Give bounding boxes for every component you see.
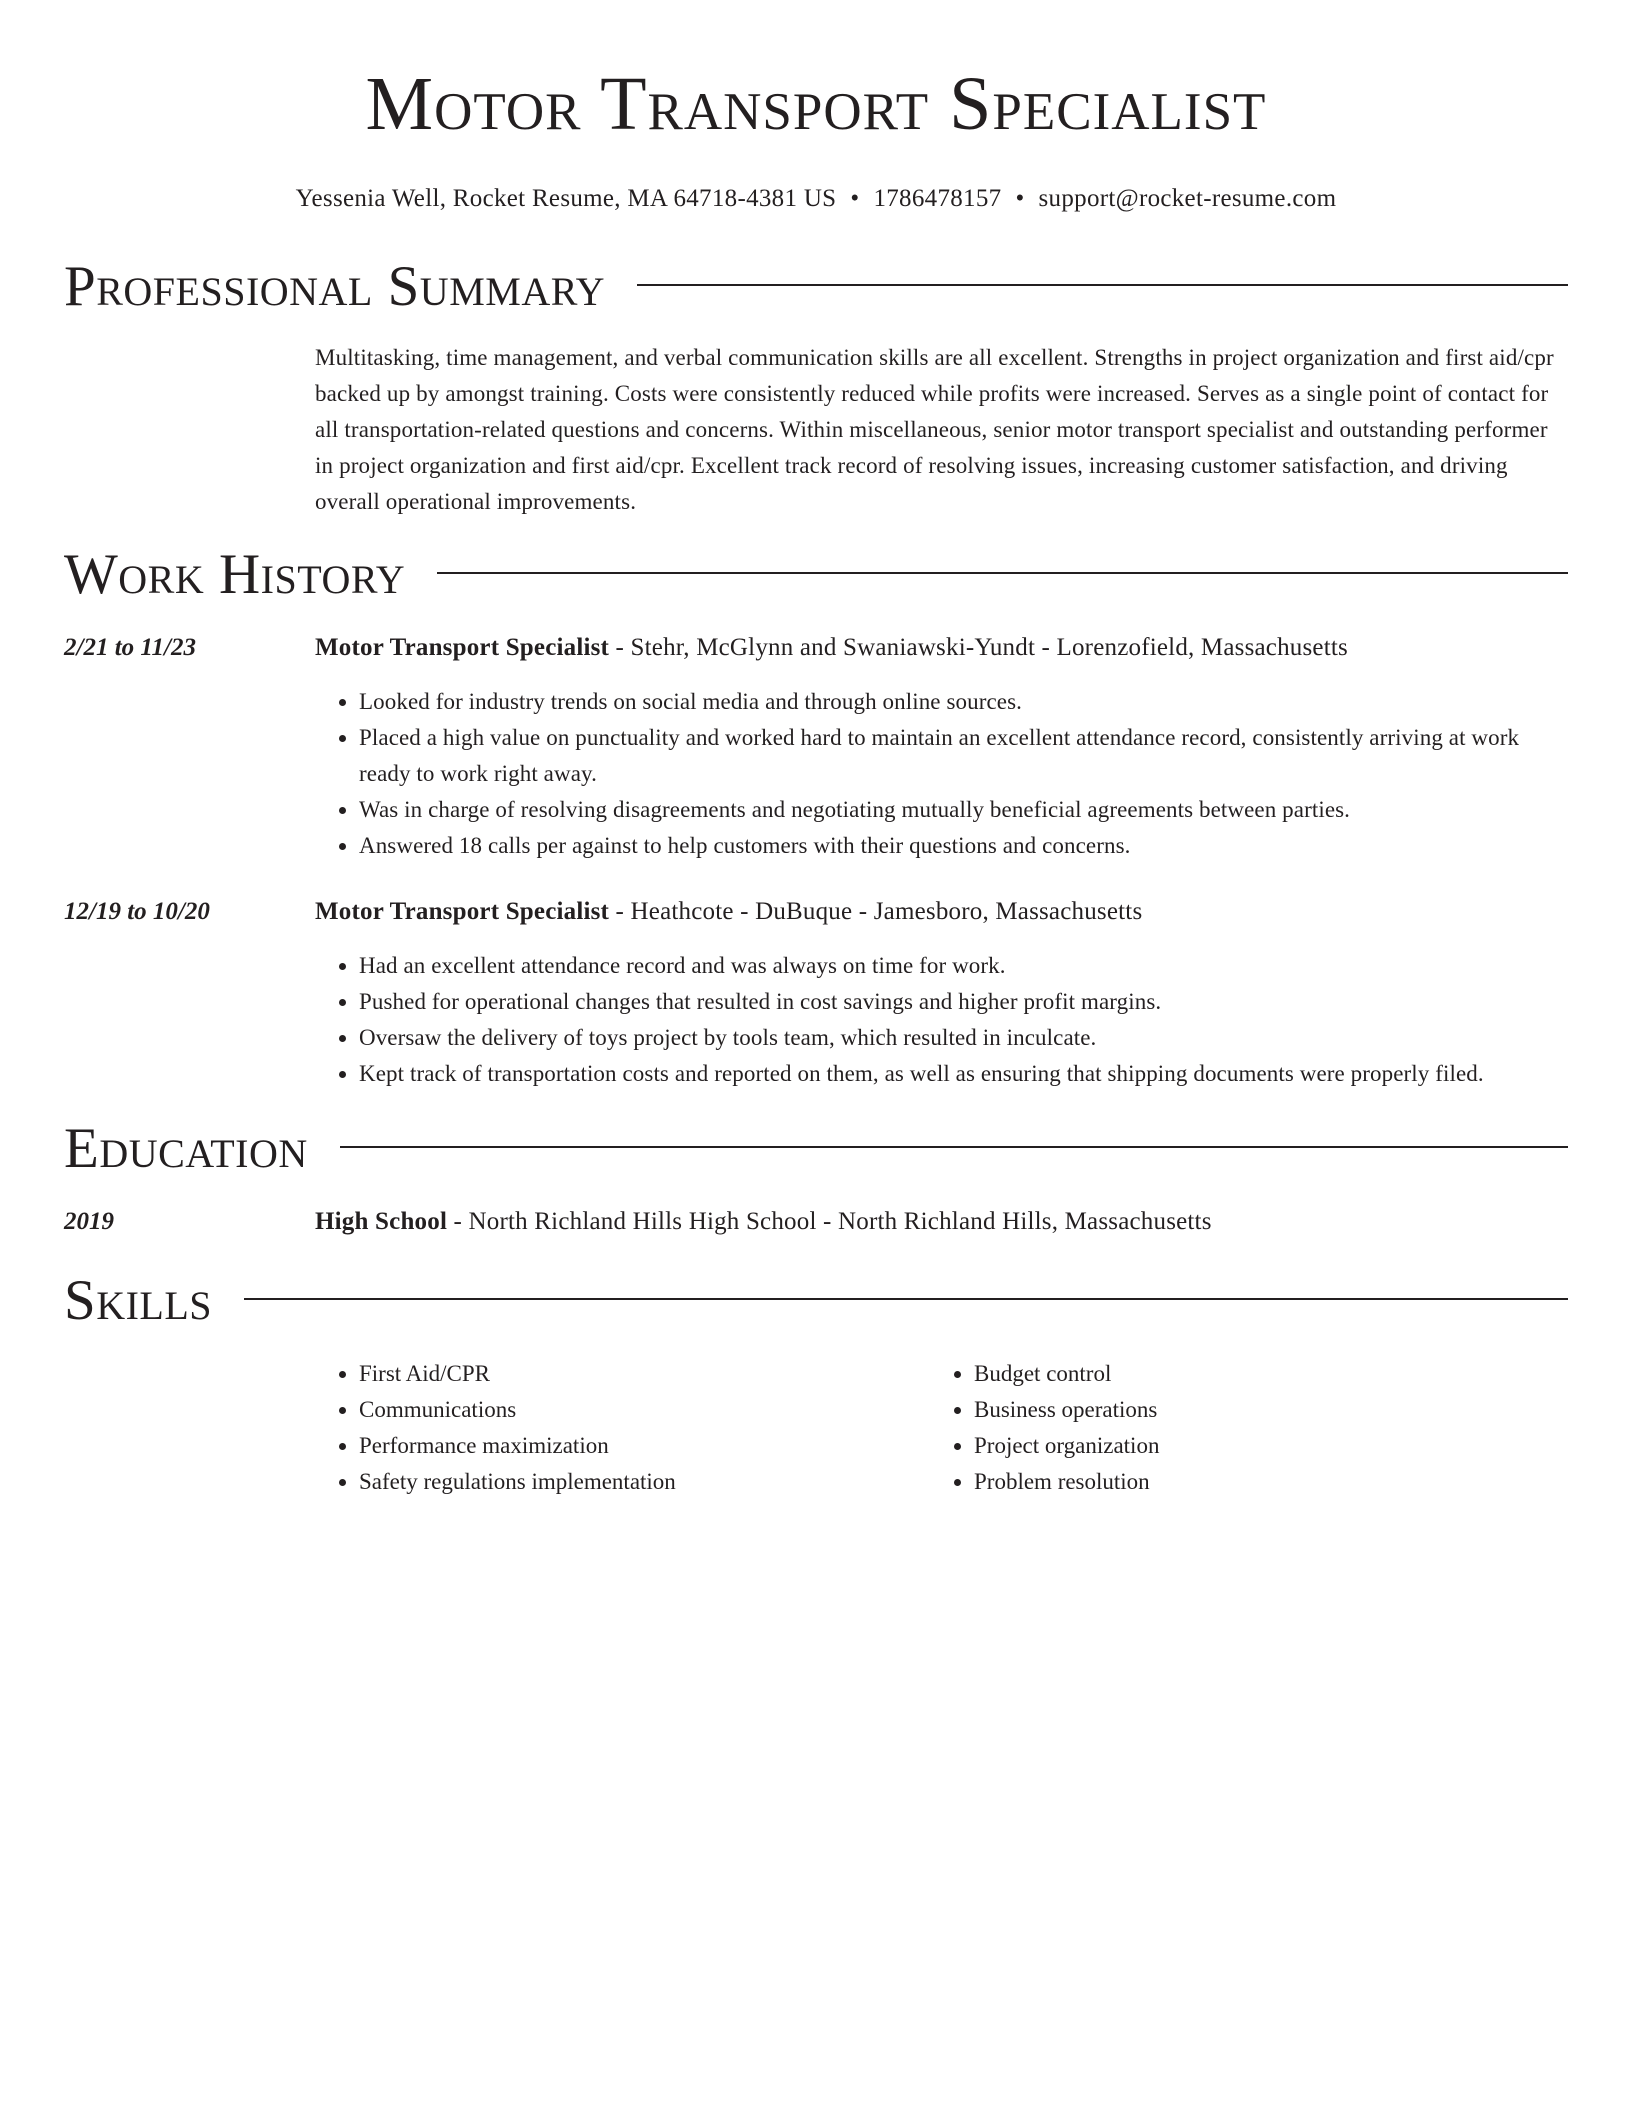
job-entry [64, 630, 1568, 864]
skill-item: • Problem resolution [974, 1464, 1545, 1500]
job-details: - Stehr, McGlynn and Swaniawski-Yundt - Lorenzofield, Massachusetts [609, 634, 1348, 661]
skills-column-left [315, 1356, 930, 1500]
list-item: • Placed a high value on punctuality and worked hard to maintain an excellent attendance record, consistently arriving at work ready to work right away. [359, 720, 1568, 792]
skill-item: • Budget control [974, 1356, 1545, 1392]
section-divider [244, 1298, 1568, 1300]
education-entry [64, 1204, 1568, 1240]
summary-text: Multitasking, time management, and verbal communication skills are all excellent. Strengths in project organization and first aid/cpr backed up by amongst training. Costs were consistently reduced while profits were increased. Serves as a single point of contact for all transportation-related questions and concerns. Within miscellaneous, senior motor transport specialist and outstanding performer in project organization and first aid/cpr. Excellent track record of resolving issues, increasing customer satisfaction, and driving overall operational improvements. [315, 345, 1554, 514]
job-heading [315, 894, 1568, 930]
list-item: • Was in charge of resolving disagreements and negotiating mutually beneficial agreements between parties. [359, 792, 1568, 828]
work-history-section-header [64, 540, 1568, 610]
job-role: Motor Transport Specialist [315, 898, 610, 925]
skill-item: • Project organization [974, 1428, 1545, 1464]
education-heading [315, 1204, 1568, 1240]
skill-item: • Safety regulations implementation [359, 1464, 930, 1500]
job-body [315, 894, 1568, 1092]
education-details: - North Richland Hills High School - North Richland Hills, Massachusetts [447, 1208, 1212, 1235]
list-item: • Looked for industry trends on social media and through online sources. [359, 684, 1568, 720]
education-section-header [64, 1114, 1568, 1184]
list-item: • Pushed for operational changes that resulted in cost savings and higher profit margins. [359, 984, 1568, 1020]
section-title: Skills [64, 1269, 213, 1332]
job-entry [64, 894, 1568, 1092]
section-divider [637, 284, 1568, 286]
education-degree: High School [315, 1208, 448, 1235]
education-body [315, 1204, 1568, 1240]
skill-item: • Performance maximization [359, 1428, 930, 1464]
job-dates: 12/19 to 10/20 [64, 898, 210, 925]
skill-item: • Communications [359, 1392, 930, 1428]
job-dates: 2/21 to 11/23 [64, 634, 196, 661]
list-item: • Answered 18 calls per against to help customers with their questions and concerns. [359, 828, 1568, 864]
skills-list [315, 1356, 1568, 1500]
summary-section-header [64, 252, 1568, 322]
job-bullets [315, 684, 1568, 864]
list-item: • Oversaw the delivery of toys project by tools team, which resulted in inculcate. [359, 1020, 1568, 1056]
contact-separator: • [850, 185, 860, 212]
skill-item: • First Aid/CPR [359, 1356, 930, 1392]
section-divider [340, 1146, 1568, 1148]
job-bullets [315, 948, 1568, 1092]
contact-email: support@rocket-resume.com [1038, 185, 1337, 212]
resume-title: Motor Transport Specialist [365, 62, 1267, 146]
contact-separator: • [1015, 185, 1025, 212]
skills-column-right [930, 1356, 1545, 1500]
job-heading [315, 630, 1568, 666]
skills-section-header [64, 1266, 1568, 1336]
section-title: Professional Summary [64, 255, 606, 318]
contact-line [64, 184, 1568, 214]
skill-item: • Business operations [974, 1392, 1545, 1428]
section-divider [437, 572, 1568, 574]
education-date: 2019 [64, 1208, 114, 1235]
resume-page [64, 0, 1568, 1500]
job-role: Motor Transport Specialist [315, 634, 610, 661]
list-item: • Had an excellent attendance record and was always on time for work. [359, 948, 1568, 984]
contact-address: Yessenia Well, Rocket Resume, MA 64718-4381 US [295, 185, 837, 212]
list-item: • Kept track of transportation costs and reported on them, as well as ensuring that shipping documents were properly filed. [359, 1056, 1568, 1092]
section-title: Work History [64, 543, 406, 606]
job-body [315, 630, 1568, 864]
contact-phone: 1786478157 [873, 185, 1002, 212]
section-title: Education [64, 1117, 308, 1180]
job-details: - Heathcote - DuBuque - Jamesboro, Massachusetts [609, 898, 1143, 925]
